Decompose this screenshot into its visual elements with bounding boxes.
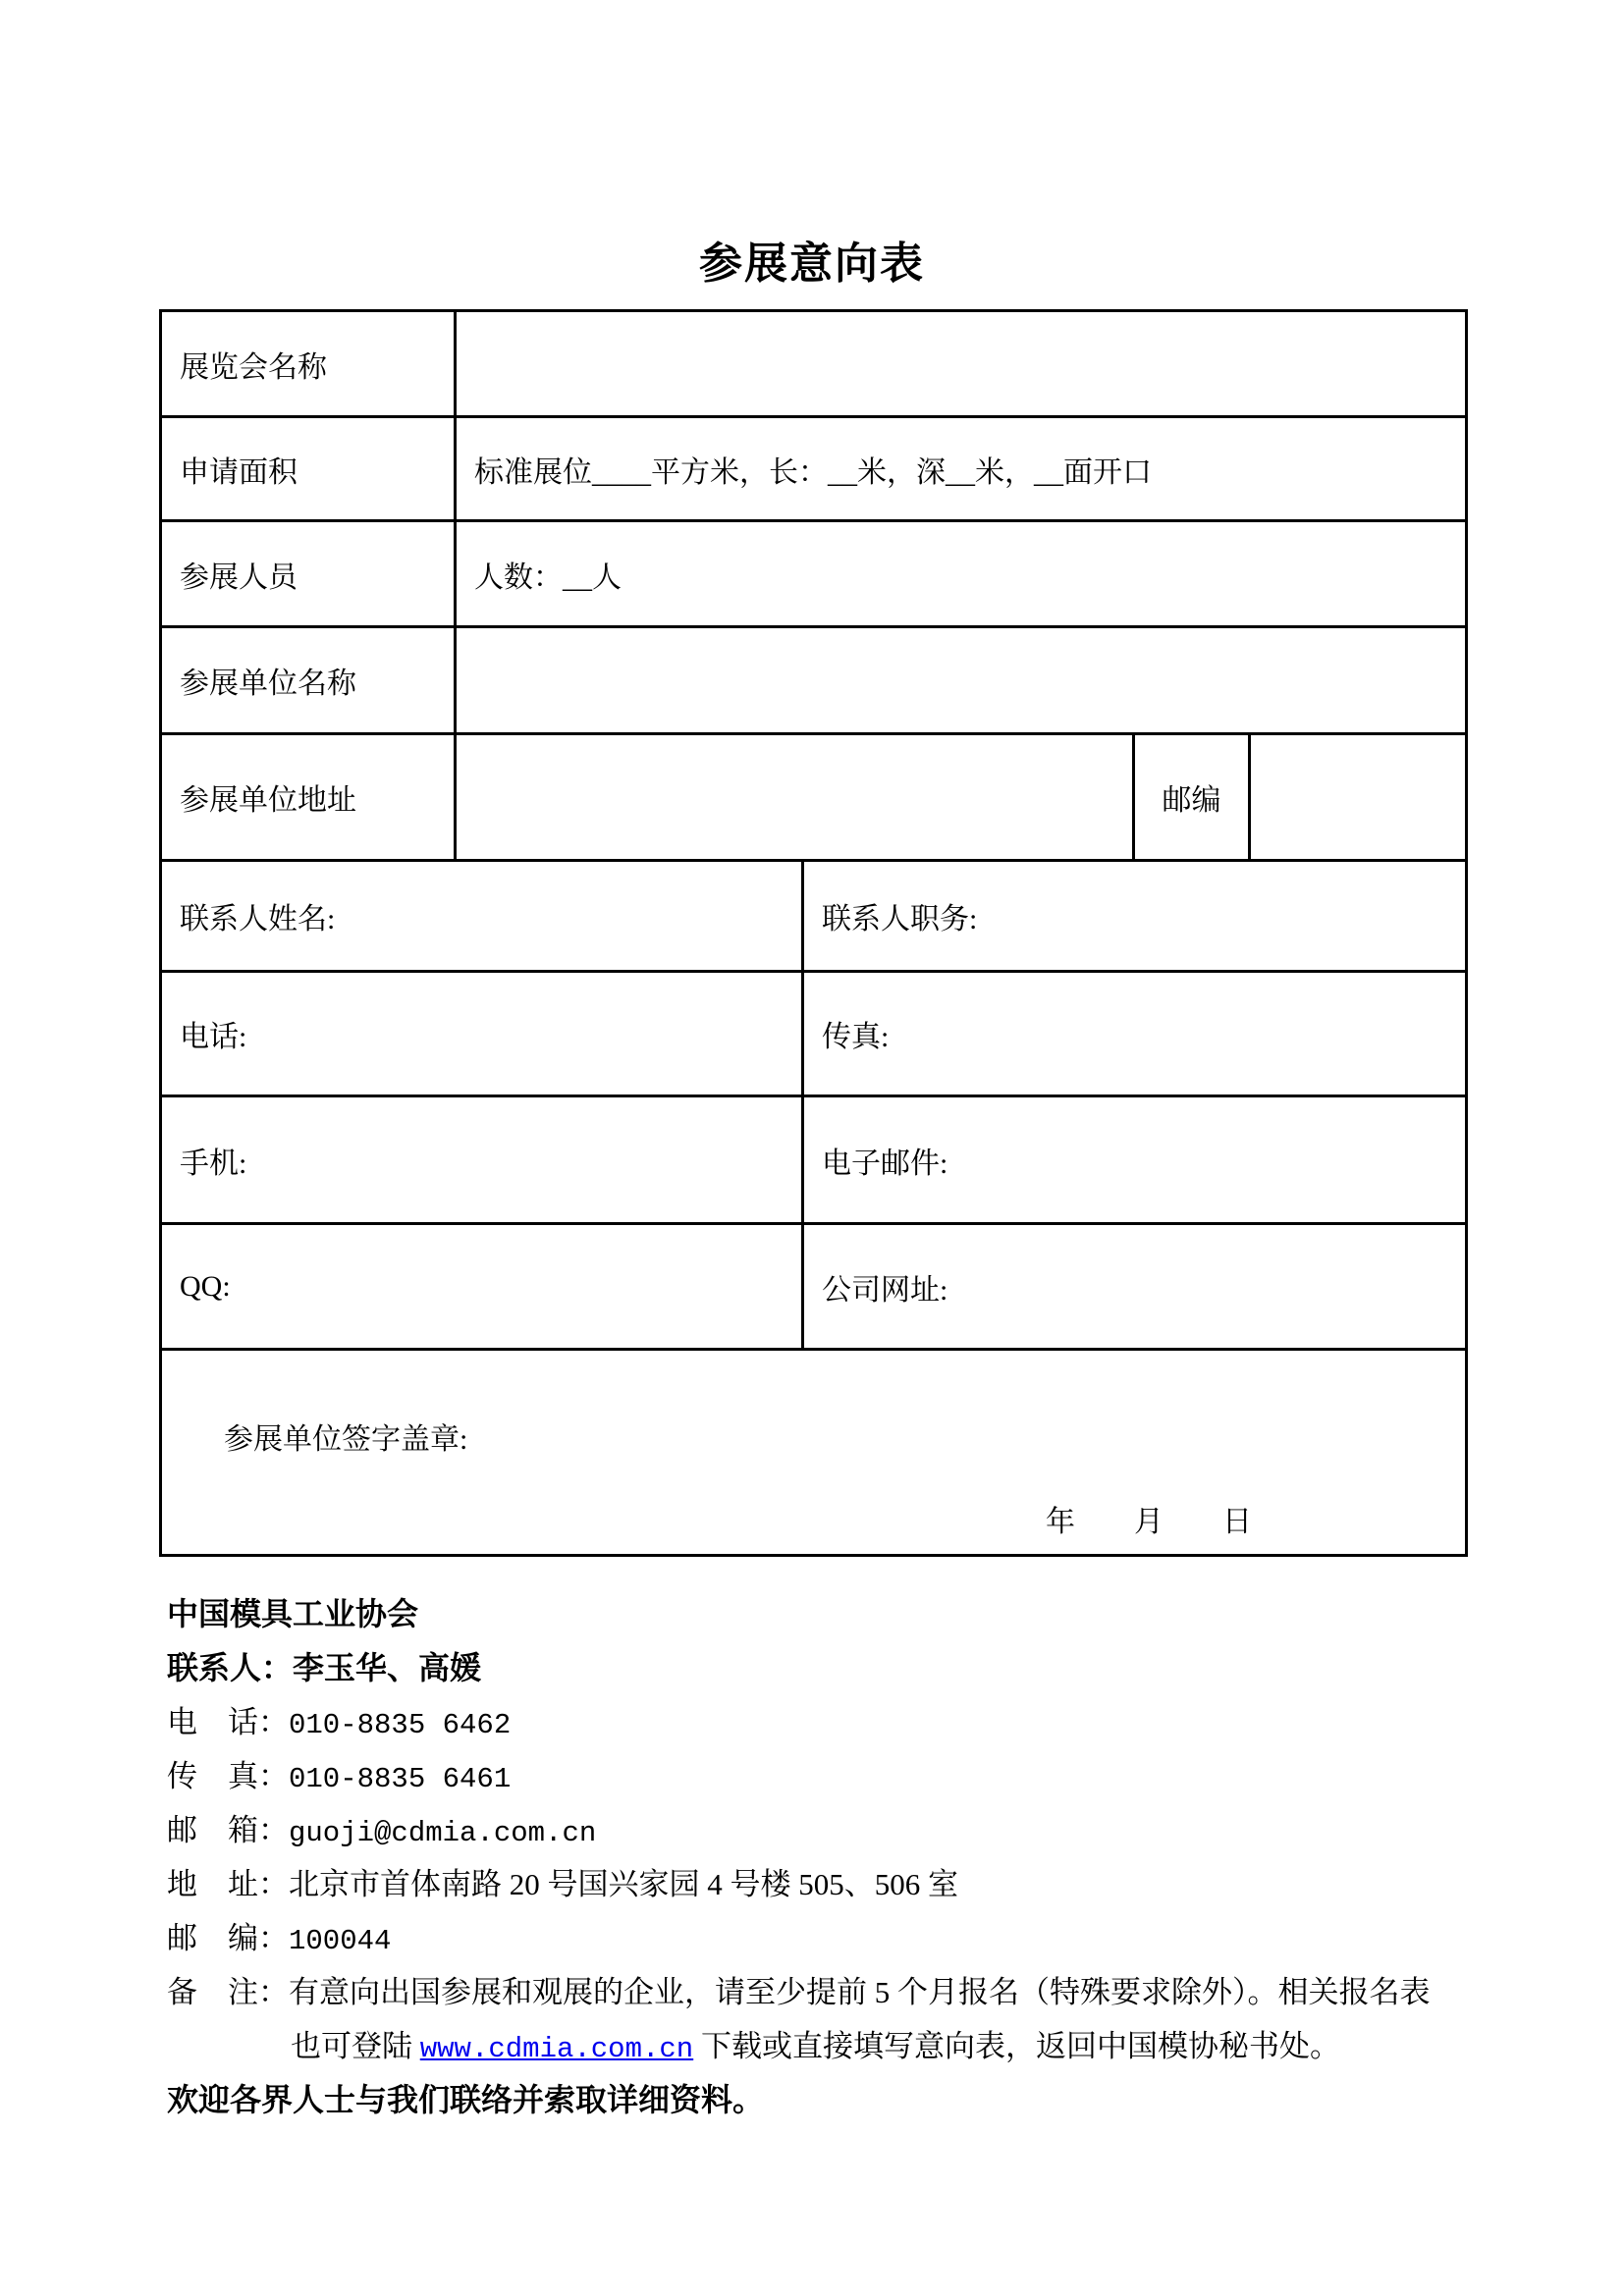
date-line: 年 月 日	[1046, 1506, 1252, 1538]
fax-field[interactable]	[803, 972, 1467, 1096]
contact-name-field[interactable]	[161, 861, 803, 972]
company-name-field[interactable]	[456, 627, 1467, 734]
footer-note-text-2b: 下载或直接填写意向表，返回中国模协秘书处。	[693, 2029, 1340, 2063]
page-title: 参展意向表	[699, 240, 925, 288]
website-link[interactable]: www.cdmia.com.cn	[419, 2033, 694, 2065]
signature-label: 参展单位签字盖章:	[224, 1422, 468, 1456]
exhibition-name-label: 展览会名称	[161, 311, 456, 417]
area-spec-field[interactable]	[456, 417, 1467, 521]
staff-label: 参展人员	[161, 521, 456, 627]
footer-fax-line	[167, 1749, 1561, 1803]
footer-note-text-1: 有意向出国参展和观展的企业，请至少提前 5 个月报名（特殊要求除外）。相关报名表	[289, 1975, 1431, 2009]
contact-title-label: 联系人职务:	[822, 903, 978, 935]
footer-phone-line	[167, 1695, 1561, 1749]
footer-note-line-1	[167, 1965, 1561, 2019]
org-name: 中国模具工业协会	[167, 1596, 419, 1631]
postal-code-label: 邮编	[1134, 734, 1250, 861]
qq-label: QQ:	[180, 1269, 231, 1303]
website-field[interactable]	[803, 1224, 1467, 1350]
table-row	[161, 1096, 1467, 1224]
table-row	[161, 417, 1467, 521]
postal-code-field[interactable]	[1250, 734, 1467, 861]
table-row	[161, 627, 1467, 734]
fax-label: 传真:	[822, 1021, 890, 1053]
exhibition-name-field[interactable]	[456, 311, 1467, 417]
staff-count-field[interactable]	[456, 521, 1467, 627]
footer-contact-block	[167, 1587, 1561, 2127]
contact-persons: 联系人：李玉华、高媛	[167, 1650, 482, 1685]
company-address-field[interactable]	[456, 734, 1134, 861]
staff-count-text: 人数：__人	[474, 561, 622, 594]
footer-address-label: 地 址：	[167, 1867, 289, 1901]
table-row	[161, 734, 1467, 861]
table-row	[161, 1350, 1467, 1556]
footer-address-line	[167, 1857, 1561, 1911]
footer-zip-value: 100044	[289, 1925, 392, 1957]
table-row	[161, 311, 1467, 417]
email-label: 电子邮件:	[822, 1147, 948, 1180]
company-name-label: 参展单位名称	[161, 627, 456, 734]
exhibition-intent-form-table	[159, 309, 1468, 1557]
table-row	[161, 521, 1467, 627]
contact-name-label: 联系人姓名:	[180, 903, 336, 935]
area-spec-text: 标准展位____平方米，长：__米，深__米，__面开口	[474, 455, 1152, 489]
footer-email-label: 邮 箱：	[167, 1813, 289, 1847]
signature-field[interactable]	[161, 1350, 1467, 1556]
company-address-label: 参展单位地址	[161, 734, 456, 861]
phone-label: 电话:	[180, 1021, 247, 1053]
footer-fax-label: 传 真：	[167, 1759, 289, 1793]
table-row	[161, 1224, 1467, 1350]
mobile-label: 手机:	[180, 1147, 247, 1180]
footer-zip-line	[167, 1911, 1561, 1965]
email-field[interactable]	[803, 1096, 1467, 1224]
footer-phone-label: 电 话：	[167, 1705, 289, 1739]
contact-title-field[interactable]	[803, 861, 1467, 972]
table-row	[161, 861, 1467, 972]
qq-field[interactable]	[161, 1224, 803, 1350]
table-row	[161, 972, 1467, 1096]
footer-email-line	[167, 1803, 1561, 1857]
footer-email-value: guoji@cdmia.com.cn	[289, 1817, 597, 1849]
phone-field[interactable]	[161, 972, 803, 1096]
area-label: 申请面积	[161, 417, 456, 521]
footer-fax-value: 010-8835 6461	[289, 1763, 512, 1795]
footer-zip-label: 邮 编：	[167, 1921, 289, 1955]
footer-note-text-2a: 也可登陆	[291, 2029, 420, 2063]
footer-note-line-2	[167, 2019, 1561, 2073]
footer-phone-value: 010-8835 6462	[289, 1709, 512, 1741]
welcome-line: 欢迎各界人士与我们联络并索取详细资料。	[167, 2082, 765, 2117]
footer-note-label: 备 注：	[167, 1975, 289, 2009]
footer-address-value: 北京市首体南路 20 号国兴家园 4 号楼 505、506 室	[289, 1867, 958, 1901]
website-label: 公司网址:	[822, 1273, 948, 1307]
mobile-field[interactable]	[161, 1096, 803, 1224]
